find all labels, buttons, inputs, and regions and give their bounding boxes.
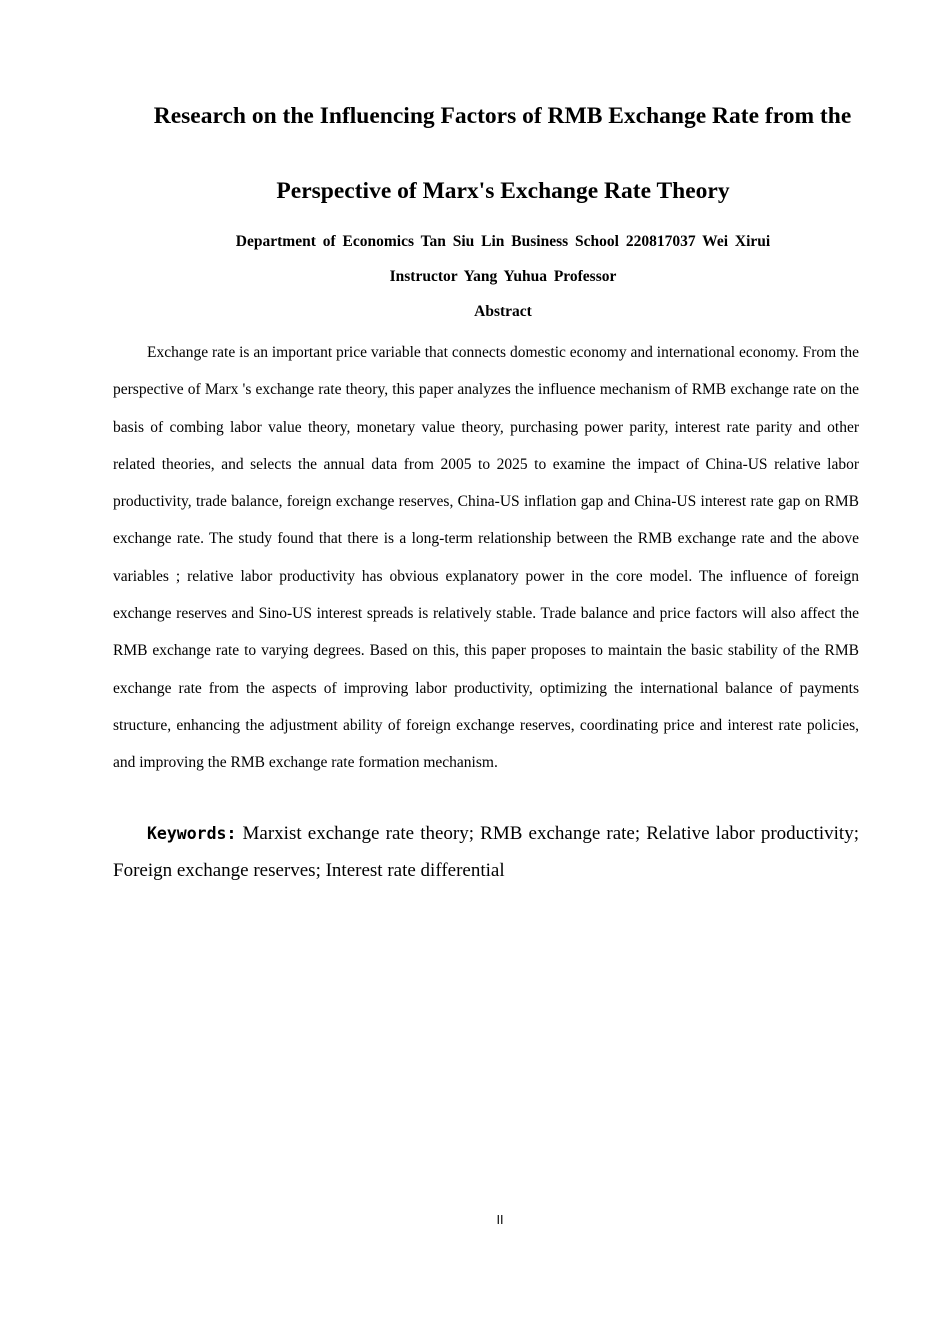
paper-title-line-1: Research on the Influencing Factors of RMB Exchange Rate from the <box>153 103 852 129</box>
paper-title-line-2: Perspective of Marx's Exchange Rate Theory <box>276 178 730 204</box>
instructor-byline: Instructor Yang Yuhua Professor <box>389 268 617 285</box>
abstract-heading: Abstract <box>474 303 532 320</box>
keywords-label: Keywords: <box>147 824 237 843</box>
keywords-paragraph <box>113 815 859 889</box>
author-byline: Department of Economics Tan Siu Lin Business School 220817037 Wei Xirui <box>235 233 771 250</box>
abstract-body: Exchange rate is an important price variable that connects domestic economy and international economy. From the perspective of Marx 's exchange rate theory, this paper analyzes the influence mechanism of RMB exchange rate on the basis of combing labor value theory, monetary value theory, purchasing power parity, interest rate parity and other related theories, and selects the annual data from 2005 to 2025 to examine the impact of China-US relative labor productivity, trade balance, foreign exchange reserves, China-US inflation gap and China-US interest rate gap on RMB exchange rate. The study found that there is a long-term relationship between the RMB exchange rate and the above variables ; relative labor productivity has obvious explanatory power in the core model. The influence of foreign exchange reserves and Sino-US interest spreads is relatively stable. Trade balance and price factors will also affect the RMB exchange rate to varying degrees. Based on this, this paper proposes to maintain the basic stability of the RMB exchange rate from the aspects of improving labor productivity, optimizing the international balance of payments structure, enhancing the adjustment ability of foreign exchange reserves, coordinating price and interest rate policies, and improving the RMB exchange rate formation mechanism. <box>113 344 859 772</box>
page-number: II <box>496 1213 504 1227</box>
keywords-list: Marxist exchange rate theory; RMB exchange rate; Relative labor productivity; Foreign exchange reserves; Interest rate differential <box>113 823 859 881</box>
